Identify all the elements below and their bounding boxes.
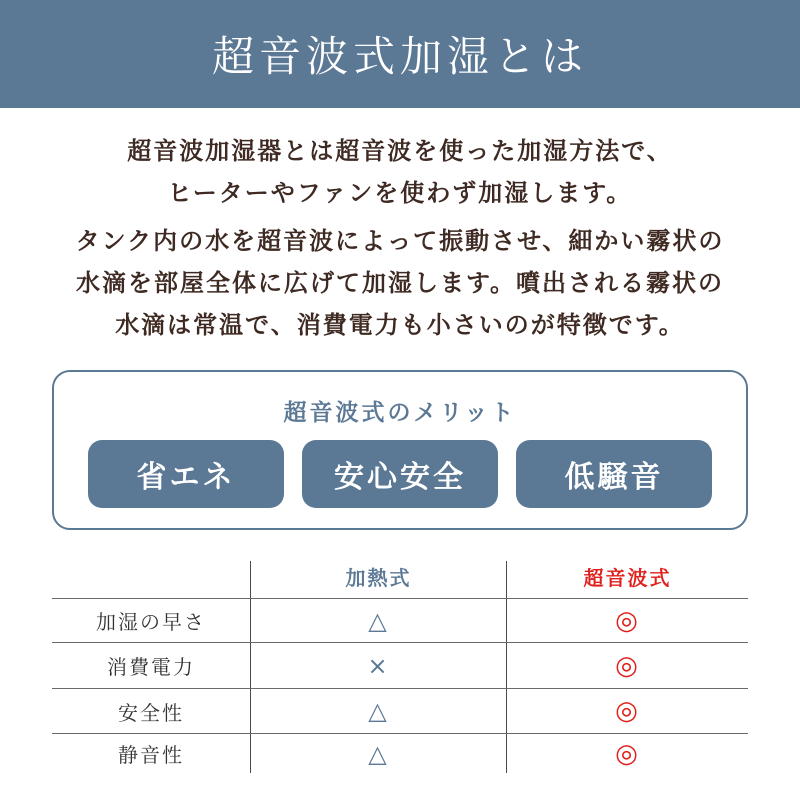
row-label-quietness: 静音性 [118, 743, 184, 767]
double-circle-icon: ◎ [615, 650, 640, 681]
row-label-safety: 安全性 [118, 700, 184, 725]
merits-panel [52, 370, 748, 530]
intro-line: 水滴は常温で、消費電力も小さいのが特徴です。 [115, 311, 685, 339]
row-label-humidify-speed: 加湿の早さ [96, 610, 206, 634]
merits-list [88, 440, 712, 508]
intro-text [0, 130, 800, 346]
merits-title: 超音波式のメリット [283, 400, 517, 426]
header-heating: 加熱式 [345, 565, 412, 590]
intro-paragraph-2 [0, 220, 800, 346]
comparison-table [52, 561, 748, 773]
double-circle-icon: ◎ [615, 696, 640, 726]
triangle-icon: △ [368, 606, 389, 635]
intro-line: 水滴を部屋全体に広げて加湿します。噴出される霧状の [75, 269, 725, 297]
row-label-power-consumption: 消費電力 [107, 655, 195, 679]
title-banner [0, 0, 800, 108]
page-title: 超音波式加湿とは [211, 32, 588, 81]
header-ultrasonic: 超音波式 [583, 565, 672, 590]
intro-line: ヒーターやファンを使わず加湿します。 [167, 179, 633, 207]
intro-paragraph-1 [0, 130, 800, 214]
cross-icon: × [367, 651, 390, 680]
intro-line: 超音波加湿器とは超音波を使った加湿方法で、 [127, 137, 673, 165]
intro-line: タンク内の水を超音波によって振動させ、細かい霧状の [75, 227, 725, 255]
double-circle-icon: ◎ [615, 605, 640, 636]
merit-safety-badge: 安心安全 [302, 440, 498, 508]
merit-energy-saving-badge: 省エネ [88, 440, 284, 508]
merit-low-noise-badge: 低騒音 [516, 440, 712, 508]
triangle-icon: △ [368, 697, 389, 725]
triangle-icon: △ [368, 739, 389, 768]
double-circle-icon: ◎ [615, 738, 640, 769]
